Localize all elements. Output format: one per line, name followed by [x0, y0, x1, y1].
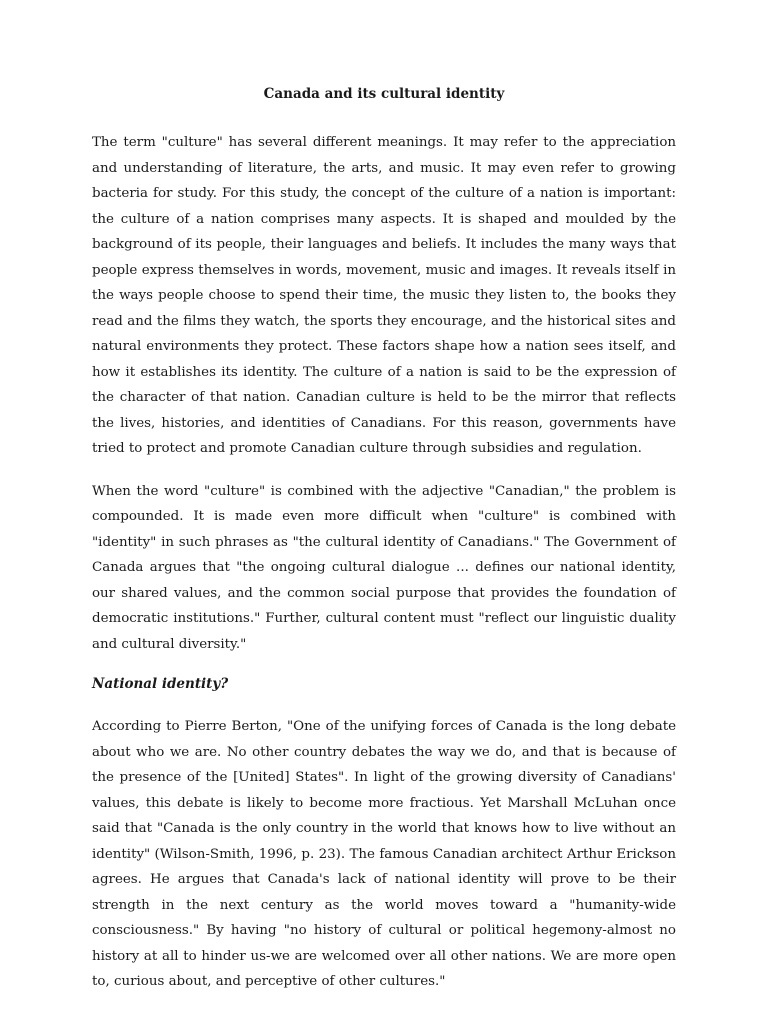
document-title: Canada and its cultural identity [263, 86, 505, 102]
section-paragraph-1: According to Pierre Berton, "One of the unifying forces of Canada is the long debate about who we are. No other country debates the way we do, and that is because of the presence of the [United] States". In light of the growing diversity of Canadians' values, this debate is likely to become more fractious. Yet Marshall McLuhan once said that "Canada is the only country in the world that knows how to live without an identity" (Wilson-Smith, 1996, p. 23). The famous Canadian architect Arthur Erickson agrees. He argues that Canada's lack of national identity will prove to be their strength in the next century as the world moves toward a "humanity-wide consciousness." By having "no history of cultural or political hegemony-almost no history at all to hinder us-we are welcomed over all other nations. We are more open to, curious about, and perceptive of other cultures." [92, 719, 676, 989]
body-paragraph-1: The term "culture" has several different meanings. It may refer to the appreciation and understanding of literature, the arts, and music. It may even refer to growing bacteria for study. For this study, the concept of the culture of a nation is important: the culture of a nation comprises many aspects. It is shaped and moulded by the background of its people, their languages and beliefs. It includes the many ways that people express themselves in words, movement, music and images. It reveals itself in the ways people choose to spend their time, the music they listen to, the books they read and the films they watch, the sports they encourage, and the historical sites and natural environments they protect. These factors shape how a nation sees itself, and how it establishes its identity. The culture of a nation is said to be the expression of the character of that nation. Canadian culture is held to be the mirror that reflects the lives, histories, and identities of Canadians. For this reason, governments have tried to protect and promote Canadian culture through subsidies and regulation. [92, 135, 676, 456]
body-paragraph-2: When the word "culture" is combined with the adjective "Canadian," the problem is compounded. It is made even more difficult when "culture" is combined with "identity" in such phrases as "the cultural identity of Canadians." The Government of Canada argues that "the ongoing cultural dialogue ... defines our national identity, our shared values, and the common social purpose that provides the foundation of democratic institutions." Further, cultural content must "reflect our linguistic duality and cultural diversity." [92, 483, 676, 652]
section-heading: National identity? [92, 676, 229, 692]
